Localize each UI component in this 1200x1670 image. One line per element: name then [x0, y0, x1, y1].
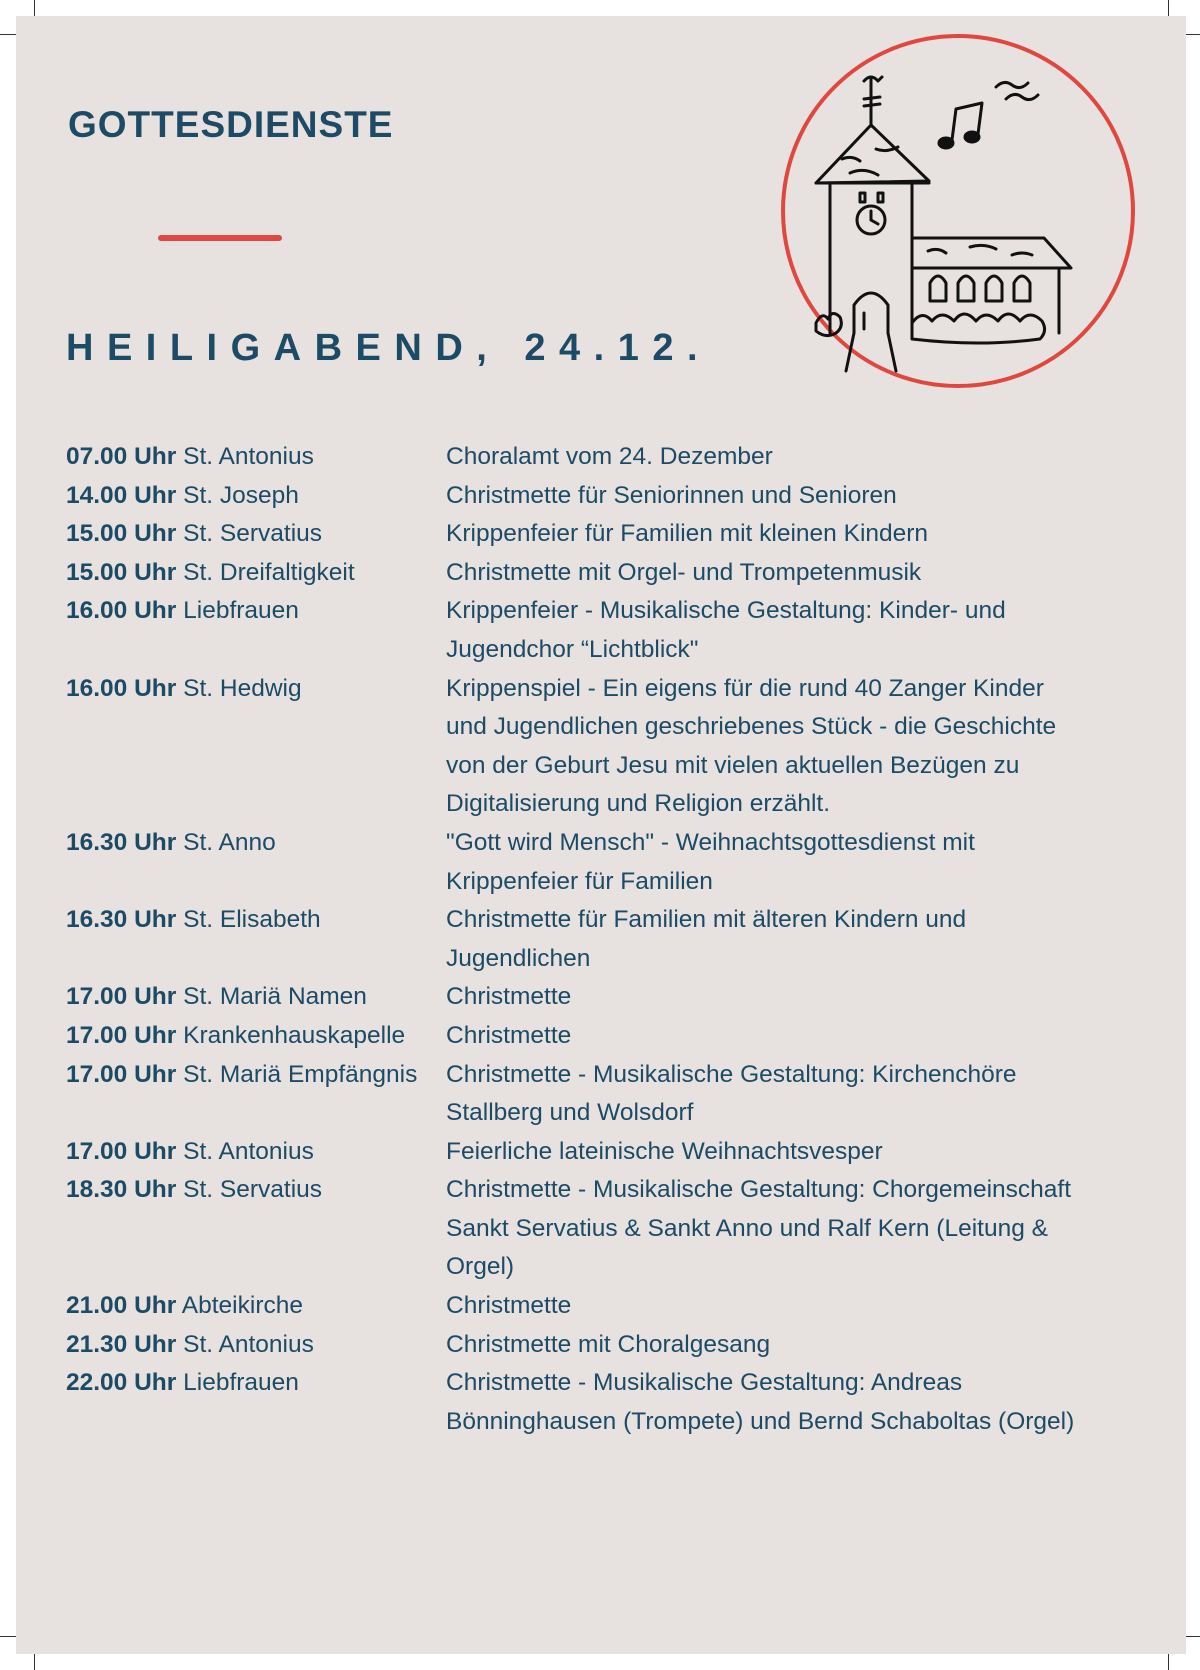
service-time-location [66, 515, 446, 554]
service-description-line: Christmette mit Choralgesang [446, 1330, 771, 1358]
service-time-location [66, 554, 446, 593]
service-time: 16.00 Uhr [66, 597, 177, 625]
service-time-location [66, 1171, 446, 1287]
service-time: 14.00 Uhr [66, 481, 177, 509]
service-time: 17.00 Uhr [66, 1137, 177, 1165]
service-time: 17.00 Uhr [66, 1021, 177, 1049]
service-time: 17.00 Uhr [66, 1060, 177, 1088]
service-time-location [66, 1287, 446, 1326]
service-location: St. Mariä Empfängnis [183, 1060, 418, 1088]
crop-mark-bottom-right-h [1186, 1636, 1200, 1637]
service-time-location [66, 1133, 446, 1172]
service-time: 18.30 Uhr [66, 1176, 177, 1204]
schedule-row [66, 670, 1156, 824]
service-time: 17.00 Uhr [66, 983, 177, 1011]
service-description [446, 1326, 1156, 1365]
service-time-location [66, 438, 446, 477]
service-time-location [66, 1364, 446, 1441]
crop-mark-top-right-h [1186, 34, 1200, 35]
service-description [446, 554, 1156, 593]
schedule-row [66, 901, 1156, 978]
service-description [446, 592, 1156, 669]
service-time-location [66, 901, 446, 978]
service-location: Liebfrauen [183, 597, 299, 625]
service-time-location [66, 824, 446, 901]
service-time-location [66, 1056, 446, 1133]
service-time: 16.30 Uhr [66, 828, 177, 856]
schedule-row [66, 824, 1156, 901]
service-location: St. Elisabeth [183, 906, 321, 934]
service-location: St. Anno [183, 828, 276, 856]
service-description-line: Krippenfeier für Familien [446, 867, 713, 895]
schedule-row [66, 1056, 1156, 1133]
schedule-row [66, 978, 1156, 1017]
service-time-location [66, 592, 446, 669]
service-description-line: Jugendlichen [446, 944, 591, 972]
service-description-line: Sankt Servatius & Sankt Anno und Ralf Kern (Leitung & [446, 1214, 1048, 1242]
schedule-row [66, 592, 1156, 669]
service-location: St. Antonius [183, 443, 314, 470]
church-emblem-icon [780, 33, 1136, 389]
service-time-location [66, 477, 446, 516]
service-location: St. Joseph [183, 481, 299, 509]
service-time-location [66, 978, 446, 1017]
service-location: St. Antonius [183, 1330, 314, 1358]
service-description [446, 515, 1156, 554]
service-location: St. Mariä Namen [183, 983, 367, 1011]
schedule-row [66, 438, 1156, 477]
service-time: 15.00 Uhr [66, 520, 177, 548]
service-location: Krankenhauskapelle [183, 1021, 406, 1049]
service-description-line: Christmette - Musikalische Gestaltung: Andreas [446, 1369, 963, 1397]
service-description-line: Christmette [446, 1021, 572, 1049]
crop-mark-bottom-left-h [0, 1636, 16, 1637]
service-description [446, 1364, 1156, 1441]
service-description-line: Digitalisierung und Religion erzählt. [446, 790, 831, 818]
crop-mark-bottom-left [34, 1654, 35, 1670]
service-description-line: Choralamt vom 24. Dezember [446, 443, 773, 470]
service-time-location [66, 1326, 446, 1365]
service-location: St. Servatius [183, 520, 323, 548]
service-description-line: von der Geburt Jesu mit vielen aktuellen Bezügen zu [446, 751, 1020, 779]
service-description [446, 1056, 1156, 1133]
service-description [446, 1133, 1156, 1172]
accent-divider [158, 235, 282, 241]
service-time: 15.00 Uhr [66, 558, 177, 586]
service-time: 22.00 Uhr [66, 1369, 177, 1397]
service-time: 21.30 Uhr [66, 1330, 177, 1358]
service-description-line: und Jugendlichen geschriebenes Stück - die Geschichte [446, 713, 1057, 741]
service-time-location [66, 1017, 446, 1056]
service-description-line: Krippenspiel - Ein eigens für die rund 40 Zanger Kinder [446, 674, 1044, 702]
service-description [446, 477, 1156, 516]
crop-mark-top-left-h [0, 34, 16, 35]
service-time: 07.00 Uhr [66, 443, 177, 470]
service-time: 21.00 Uhr [66, 1292, 177, 1320]
service-description [446, 1017, 1156, 1056]
service-description-line: Feierliche lateinische Weihnachtsvesper [446, 1137, 883, 1165]
service-description-line: "Gott wird Mensch" - Weihnachtsgottesdienst mit [446, 828, 975, 856]
schedule-row [66, 1171, 1156, 1287]
service-description-line: Jugendchor “Lichtblick" [446, 635, 699, 663]
service-description [446, 824, 1156, 901]
crop-mark-top-left [34, 0, 35, 16]
service-description-line: Christmette [446, 983, 572, 1011]
service-location: St. Antonius [183, 1137, 314, 1165]
schedule-row [66, 1287, 1156, 1326]
service-time: 16.30 Uhr [66, 906, 177, 934]
service-description-line: Christmette [446, 1292, 572, 1320]
crop-mark-top-right [1168, 0, 1169, 16]
service-description [446, 1171, 1156, 1287]
service-time-location [66, 670, 446, 824]
service-location: Liebfrauen [183, 1369, 299, 1397]
service-description-line: Christmette für Familien mit älteren Kindern und [446, 906, 967, 934]
service-description-line: Krippenfeier für Familien mit kleinen Kindern [446, 520, 929, 548]
service-location: St. Dreifaltigkeit [183, 558, 355, 586]
service-location: Abteikirche [181, 1292, 303, 1320]
service-description [446, 438, 1156, 477]
service-description-line: Bönninghausen (Trompete) und Bernd Schaboltas (Orgel) [446, 1407, 1075, 1435]
service-description-line: Christmette - Musikalische Gestaltung: Chorgemeinschaft [446, 1176, 1072, 1204]
service-description-line: Krippenfeier - Musikalische Gestaltung: Kinder- und [446, 597, 1006, 625]
service-description-line: Christmette - Musikalische Gestaltung: Kirchenchöre [446, 1060, 1017, 1088]
schedule-row [66, 1364, 1156, 1441]
service-description [446, 901, 1156, 978]
crop-mark-bottom-right [1168, 1654, 1169, 1670]
service-location: St. Hedwig [183, 674, 302, 702]
service-location: St. Servatius [183, 1176, 323, 1204]
service-description-line: Christmette mit Orgel- und Trompetenmusik [446, 558, 922, 586]
service-description-line: Stallberg und Wolsdorf [446, 1099, 694, 1127]
schedule-row [66, 1017, 1156, 1056]
schedule-row [66, 1326, 1156, 1365]
schedule-row [66, 515, 1156, 554]
service-description-line: Christmette für Seniorinnen und Senioren [446, 481, 897, 509]
schedule-row [66, 477, 1156, 516]
service-description [446, 1287, 1156, 1326]
service-description [446, 670, 1156, 824]
page-title: GOTTESDIENSTE [68, 104, 394, 145]
service-time: 16.00 Uhr [66, 674, 177, 702]
schedule-row [66, 554, 1156, 593]
service-description [446, 978, 1156, 1017]
service-description-line: Orgel) [446, 1253, 515, 1281]
date-heading: HEILIGABEND, 24.12. [66, 327, 712, 369]
service-schedule [66, 438, 1156, 1441]
schedule-row [66, 1133, 1156, 1172]
